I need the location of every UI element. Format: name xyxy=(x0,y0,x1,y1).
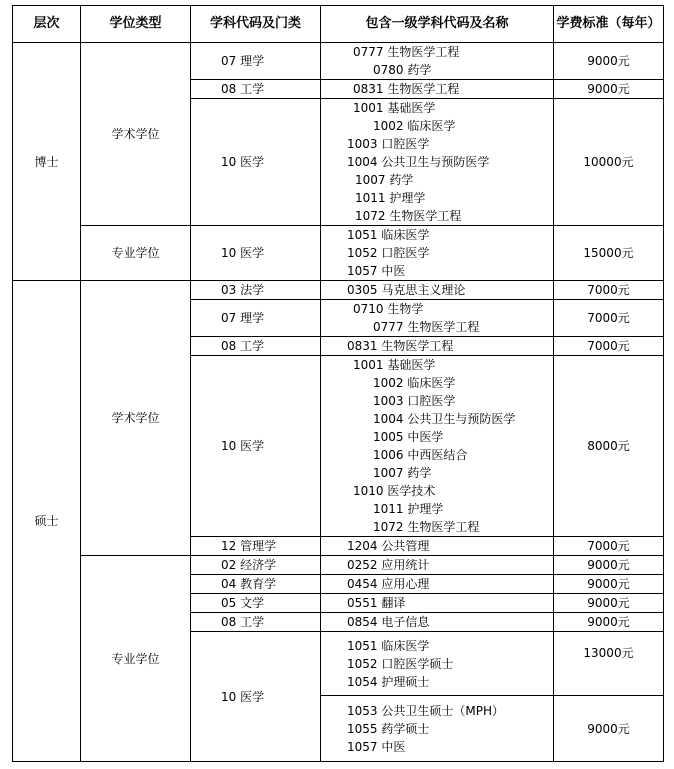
subjects-cell xyxy=(321,337,554,356)
header-discipline: 学科代码及门类 xyxy=(191,6,321,43)
subject-item: 0831 生物医学工程 xyxy=(353,82,460,96)
subject-item: 1004 公共卫生与预防医学 xyxy=(347,155,490,169)
header-subjects: 包含一级学科代码及名称 xyxy=(321,6,554,43)
fee-cell: 9000元 xyxy=(554,43,664,80)
subjects-cell xyxy=(321,537,554,556)
subject-item: 0710 生物学 xyxy=(353,302,424,316)
discipline-cell: 12 管理学 xyxy=(191,537,321,556)
discipline-cell: 05 文学 xyxy=(191,594,321,613)
fee-cell: 9000元 xyxy=(554,80,664,99)
discipline-cell: 10 医学 xyxy=(191,356,321,537)
tuition-table xyxy=(12,5,664,762)
subject-item: 1011 护理学 xyxy=(373,502,444,516)
degree-type-master-professional: 专业学位 xyxy=(81,556,191,762)
subject-item: 1051 临床医学 xyxy=(347,638,430,653)
subjects-cell xyxy=(321,281,554,300)
discipline-cell: 07 理学 xyxy=(191,300,321,337)
subject-item: 1072 生物医学工程 xyxy=(355,209,462,223)
subject-item: 1053 公共卫生硕士（MPH） xyxy=(347,703,504,718)
fee-cell: 13000元 xyxy=(554,632,664,696)
fee-cell: 7000元 xyxy=(554,300,664,337)
discipline-cell: 10 医学 xyxy=(191,99,321,226)
fee-cell: 10000元 xyxy=(554,99,664,226)
fee-cell: 9000元 xyxy=(554,696,664,762)
subject-item: 0252 应用统计 xyxy=(347,558,430,572)
fee-cell: 8000元 xyxy=(554,356,664,537)
subject-item: 1052 口腔医学 xyxy=(347,246,430,260)
header-level: 层次 xyxy=(13,6,81,43)
subject-item: 1003 口腔医学 xyxy=(373,394,456,408)
subjects-cell xyxy=(321,594,554,613)
subject-item: 0777 生物医学工程 xyxy=(353,45,460,59)
level-doctor: 博士 xyxy=(13,43,81,281)
subject-item: 1004 公共卫生与预防医学 xyxy=(373,412,516,426)
subject-item: 1204 公共管理 xyxy=(347,539,430,553)
discipline-cell: 10 医学 xyxy=(191,226,321,281)
degree-type-doctor-academic: 学术学位 xyxy=(81,43,191,226)
fee-cell: 9000元 xyxy=(554,556,664,575)
subject-item: 1001 基础医学 xyxy=(353,101,436,115)
subject-item: 0454 应用心理 xyxy=(347,577,430,591)
subject-item: 1006 中西医结合 xyxy=(373,448,468,462)
subjects-cell xyxy=(321,696,554,762)
subject-item: 1002 临床医学 xyxy=(373,376,456,390)
subjects-cell xyxy=(321,300,554,337)
subject-item: 1007 药学 xyxy=(355,173,414,187)
fee-cell: 7000元 xyxy=(554,337,664,356)
fee-cell: 9000元 xyxy=(554,613,664,632)
discipline-cell: 02 经济学 xyxy=(191,556,321,575)
subject-item: 1002 临床医学 xyxy=(373,119,456,133)
fee-cell: 7000元 xyxy=(554,281,664,300)
subject-item: 0777 生物医学工程 xyxy=(373,320,480,334)
subjects-cell xyxy=(321,556,554,575)
subject-item: 1055 药学硕士 xyxy=(347,721,430,736)
subject-item: 1005 中医学 xyxy=(373,430,444,444)
subject-item: 1007 药学 xyxy=(373,466,432,480)
discipline-cell: 04 教育学 xyxy=(191,575,321,594)
subjects-cell xyxy=(321,613,554,632)
header-fee: 学费标准（每年） xyxy=(554,6,664,43)
subject-item: 1054 护理硕士 xyxy=(347,674,430,689)
subject-item: 1052 口腔医学硕士 xyxy=(347,656,454,671)
discipline-cell: 03 法学 xyxy=(191,281,321,300)
level-master: 硕士 xyxy=(13,281,81,762)
subject-item: 1011 护理学 xyxy=(355,191,426,205)
subject-item: 1001 基础医学 xyxy=(353,358,436,372)
fee-cell: 9000元 xyxy=(554,575,664,594)
subjects-cell xyxy=(321,80,554,99)
subject-item: 1057 中医 xyxy=(347,739,406,754)
subject-item: 1072 生物医学工程 xyxy=(373,520,480,534)
subject-item: 1003 口腔医学 xyxy=(347,137,430,151)
subject-item: 1057 中医 xyxy=(347,264,406,278)
degree-type-master-academic: 学术学位 xyxy=(81,281,191,556)
subject-item: 1051 临床医学 xyxy=(347,228,430,242)
subjects-cell xyxy=(321,356,554,537)
discipline-cell: 08 工学 xyxy=(191,337,321,356)
subject-item: 1010 医学技术 xyxy=(353,484,436,498)
subject-item: 0854 电子信息 xyxy=(347,615,430,629)
subject-item: 0551 翻译 xyxy=(347,596,406,610)
subject-item: 0780 药学 xyxy=(373,63,432,77)
fee-cell: 9000元 xyxy=(554,594,664,613)
subject-item: 0305 马克思主义理论 xyxy=(347,283,466,297)
subjects-cell xyxy=(321,575,554,594)
discipline-cell: 10 医学 xyxy=(191,632,321,762)
fee-cell: 7000元 xyxy=(554,537,664,556)
fee-cell: 15000元 xyxy=(554,226,664,281)
subjects-cell xyxy=(321,99,554,226)
subject-item: 0831 生物医学工程 xyxy=(347,339,454,353)
header-degree-type: 学位类型 xyxy=(81,6,191,43)
degree-type-doctor-professional: 专业学位 xyxy=(81,226,191,281)
discipline-cell: 07 理学 xyxy=(191,43,321,80)
subjects-cell xyxy=(321,43,554,80)
discipline-cell: 08 工学 xyxy=(191,80,321,99)
discipline-cell: 08 工学 xyxy=(191,613,321,632)
subjects-cell xyxy=(321,632,554,696)
subjects-cell xyxy=(321,226,554,281)
